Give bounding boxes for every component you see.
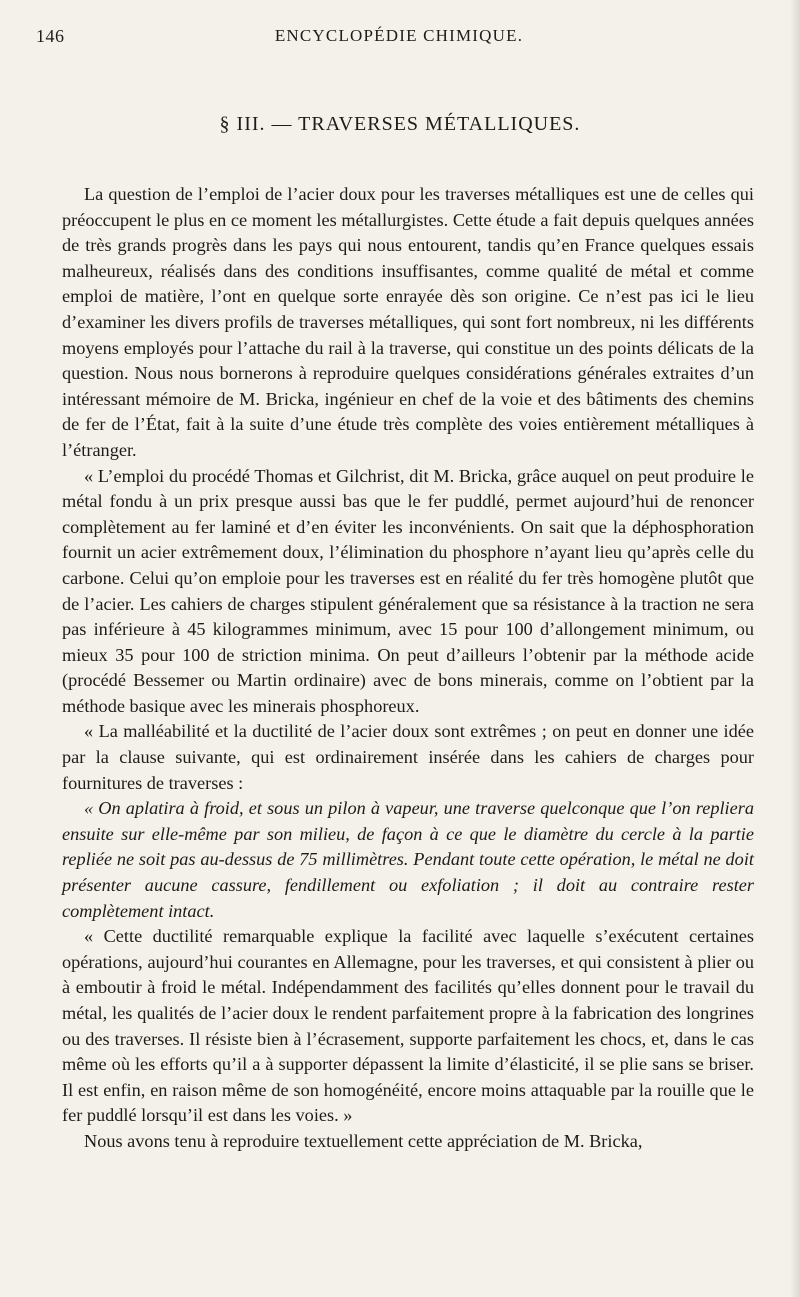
page-edge-shadow [790, 0, 800, 1297]
paragraph-quote-ductility: « Cette ductilité remarquable explique la facilité avec laquelle s’exécutent certaines opérations, aujourd’hui courantes en Allemagne, pour les traverses, et qui consistent à plier ou à emboutir à froid le métal. Indépendamment des facilités qu’elles donnent pour le travail du métal, les qualités de l’acier doux le rendent parfaitement propre à la fabrication des longrines ou des traverses. Il résiste bien à l’écrasement, supporte parfaitement les chocs, et, dans le cas même où les efforts qu’il a à supporter dépassent la limite d’élasticité, il se plie sans se briser. Il est enfin, en raison même de son homogénéité, encore moins attaquable par la rouille que le fer puddlé lorsqu’il est dans les voies. » [62, 926, 754, 1126]
page-number: 146 [36, 26, 65, 46]
body-text [62, 182, 754, 1155]
page-header [36, 26, 762, 50]
section-title: § III. — TRAVERSES MÉTALLIQUES. [219, 113, 581, 135]
running-head: ENCYCLOPÉDIE CHIMIQUE. [274, 26, 524, 45]
paragraph-quote-malleability: « La malléabilité et la ductilité de l’acier doux sont extrêmes ; on peut en donner une idée par la clause suivante, qui est ordinairement insérée dans les cahiers de charges pour fournitures de traverses : [62, 721, 754, 793]
paragraph-conclusion: Nous avons tenu à reproduire textuellement cette appréciation de M. Bricka, [84, 1130, 643, 1151]
paragraph-specification-clause: « On aplatira à froid, et sous un pilon à vapeur, une traverse quelconque que l’on repliera ensuite sur elle-même par son milieu, de façon à ce que le diamètre du cercle à la partie repliée ne soit pas au-dessus de 75 millimètres. Pendant toute cette opération, le métal ne doit présenter aucune cassure, fendillement ou exfoliation ; il doit au contraire rester complètement intact. [62, 798, 754, 921]
paragraph-intro: La question de l’emploi de l’acier doux pour les traverses métalliques est une de celles qui préoccupent le plus en ce moment les métallurgistes. Cette étude a fait depuis quelques années de très grands progrès dans les pays qui nous entourent, tandis qu’en France quelques essais malheureux, réalisés dans des conditions insuffisantes, comme qualité de métal et comme emploi de matière, l’ont en quelque sorte enrayée dès son origine. Ce n’est pas ici le lieu d’examiner les divers profils de traverses métalliques, qui sont fort nombreux, ni les différents moyens employés pour l’attache du rail à la traverse, qui constitue un des points délicats de la question. Nous nous bornerons à reproduire quelques considérations générales extraites d’un intéressant mémoire de M. Bricka, ingénieur en chef de la voie et des bâtiments des chemins de fer de l’État, fait à la suite d’une étude très complète des voies entièrement métalliques à l’étranger. [62, 184, 754, 460]
paragraph-quote-thomas-gilchrist: « L’emploi du procédé Thomas et Gilchrist, dit M. Bricka, grâce auquel on peut produire le métal fondu à un prix presque aussi bas que le fer puddlé, permet aujourd’hui de renoncer complètement au fer laminé et d’en éviter les inconvénients. On sait que la déphosphoration fournit un acier extrêmement doux, l’élimination du phosphore n’ayant lieu qu’après celle du carbone. Celui qu’on emploie pour les traverses est en réalité du fer très homogène plutôt que de l’acier. Les cahiers de charges stipulent généralement que sa résistance à la traction ne sera pas inférieure à 45 kilogrammes minimum, avec 15 pour 100 d’allongement minimum, ou mieux 35 pour 100 de striction minima. On peut d’ailleurs l’obtenir par la méthode acide (procédé Bessemer ou Martin ordinaire) avec de bons minerais, comme on l’obtient par la méthode basique avec les minerais phosphoreux. [62, 465, 754, 716]
